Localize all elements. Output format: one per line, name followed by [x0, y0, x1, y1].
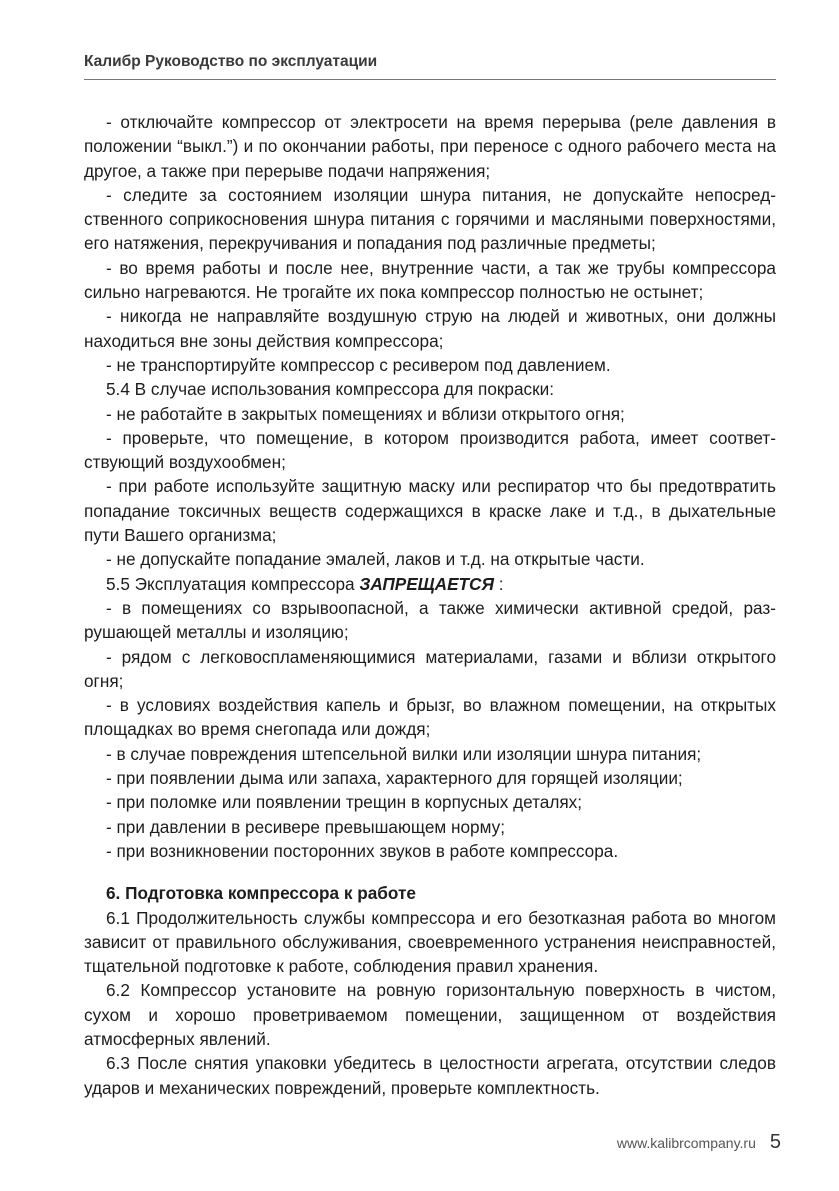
paragraph: - следите за состоянием изоляции шнура питания, не допускайте непосредственного соприкосновения шнура питания с горячими и масляными поверхностями, его натяжения, перекручивания и попадания под различные предметы; — [84, 184, 776, 254]
header-divider — [84, 79, 776, 80]
paragraph: - не допускайте попадание эмалей, лаков и т.д. на открытые части. — [106, 549, 645, 570]
paragraph: - рядом с легковоспламеняющимися материалами, газами и вблизи открытого огня; — [84, 646, 776, 691]
paragraph: - при поломке или появлении трещин в корпусных деталях; — [106, 792, 583, 813]
paragraph: - в случае повреждения штепсельной вилки или изоляции шнура питания; — [106, 743, 702, 764]
paragraph: - в условиях воздействия капель и брызг, во влажном помещении, на открытых площадках во время снегопада или дождя; — [84, 695, 776, 740]
section-5-5-prefix: 5.5 Эксплуатация компрессора — [106, 573, 360, 594]
page-header-title: Калибр Руководство по эксплуатации — [84, 53, 378, 70]
paragraph: - не транспортируйте компрессор с ресивером под давлением. — [106, 354, 611, 375]
paragraph: - в помещениях со взрывоопасной, а также химически активной средой, разрушающей металлы и изоляцию; — [84, 597, 776, 643]
paragraph: - во время работы и после нее, внутренние части, а так же трубы компрессора сильно нагреваются. Не трогайте их пока компрессор полностью не остынет; — [84, 257, 776, 303]
paragraph: 6.1 Продолжительность службы компрессора и его безотказная работа во многом зависит от правильного обслуживания, своевременного устранения неисправностей, тщательной подготовке к работе, соблюдения правил хранения. — [84, 907, 776, 977]
paragraph: 6.3 После снятия упаковки убедитесь в целостности агрегата, отсутствии следов ударов и механических повреждений, проверьте комплектность. — [84, 1053, 776, 1098]
paragraph: - при давлении в ресивере превышающем норму; — [106, 816, 505, 837]
section-5-5-suffix: : — [494, 573, 504, 594]
section-5-5-heading — [84, 572, 776, 596]
paragraph: 6.2 Компрессор установите на ровную горизонтальную поверхность в чистом, сухом и хорошо проветриваемом помещении, защищенном от воздействия атмосферных явлений. — [84, 980, 776, 1049]
section-5-4-heading: 5.4 В случае использования компрессора для покраски: — [106, 379, 555, 400]
footer-url: www.kalibrcompany.ru — [616, 1135, 756, 1151]
document-body — [84, 110, 776, 1100]
section-6-title: 6. Подготовка компрессора к работе — [106, 883, 416, 904]
paragraph: - при возникновении посторонних звуков в работе компрессора. — [106, 840, 619, 861]
page-number: 5 — [769, 1131, 781, 1153]
paragraph: - никогда не направляйте воздушную струю на людей и животных, они должны находиться вне зоны действия компрессора; — [84, 306, 776, 351]
paragraph: - при работе используйте защитную маску или респиратор что бы предотвратить попадание токсичных веществ содержащихся в краске лаке и т.д., в дыхательные пути Вашего организма; — [84, 476, 776, 546]
page-header — [84, 52, 776, 80]
paragraph: - проверьте, что помещение, в котором производится работа, имеет соответствующий воздухообмен; — [84, 427, 776, 473]
paragraph: - не работайте в закрытых помещениях и вблизи открытого огня; — [106, 403, 625, 424]
page-footer — [617, 1131, 781, 1154]
prohibited-emphasis: ЗАПРЕЩАЕТСЯ — [359, 573, 494, 594]
paragraph: - при появлении дыма или запаха, характерного для горящей изоляции; — [106, 768, 683, 789]
paragraph: - отключайте компрессор от электросети на время перерыва (реле давления в положении “выкл.”) и по окончании работы, при переносе с одного рабочего места на другое, а также при перерыве подачи напряжения; — [84, 112, 776, 181]
